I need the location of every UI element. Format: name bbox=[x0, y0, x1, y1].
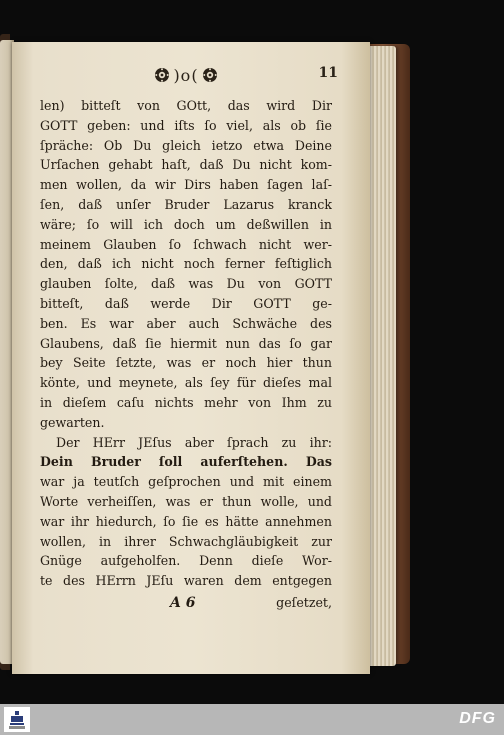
catchword: geſetzet, bbox=[276, 595, 332, 610]
text-line: ſpräche: Ob Du gleich ietzo etwa Deine bbox=[40, 137, 332, 153]
dfg-logo[interactable]: DFG bbox=[459, 710, 496, 727]
text-line: könte, und meynete, als ſey für dieſes mal bbox=[40, 375, 332, 391]
text-line: gewarten. bbox=[40, 414, 105, 430]
text-line: men wollen, da wir Dirs haben ſagen laſ- bbox=[40, 177, 332, 193]
library-crest-icon bbox=[8, 710, 26, 730]
page-number: 11 bbox=[318, 65, 338, 81]
ornament-center: )o( bbox=[173, 65, 199, 85]
text-line: Urſachen gehabt haſt, daß Du nicht kom- bbox=[40, 157, 332, 173]
text-line: den, daß ich nicht noch ferner feſtiglich bbox=[40, 256, 332, 272]
text-line: wäre; ſo will ich doch um deßwillen in bbox=[40, 216, 332, 232]
text-line: glauben ſolte, daß was Du von GOTT bbox=[40, 276, 332, 292]
text-line: Der HErr JEſus aber ſprach zu ihr: bbox=[56, 434, 332, 450]
text-line: ben. Es war aber auch Schwäche des bbox=[40, 315, 332, 331]
rosette-icon bbox=[202, 67, 218, 83]
text-line: ſen, daß unſer Bruder Lazarus kranck bbox=[40, 196, 332, 212]
text-line: Gnüge aufgeholfen. Denn dieſe Wor- bbox=[40, 553, 332, 569]
text-line: bey Seite ſetzte, was er noch hier thun bbox=[40, 355, 332, 371]
text-line: meinem Glauben ſo ſchwach nicht wer- bbox=[40, 236, 332, 252]
text-line: Glaubens, daß ſie hiermit nun das ſo gar bbox=[40, 335, 332, 351]
text-line: war ja teutſch geſprochen und mit einem bbox=[40, 474, 332, 490]
text-line: Dein Bruder ſoll auferſtehen. Das bbox=[40, 454, 332, 470]
header-ornament bbox=[136, 64, 236, 86]
signature-mark: A 6 bbox=[170, 595, 196, 611]
library-logo[interactable] bbox=[4, 707, 30, 732]
book-page bbox=[12, 42, 370, 674]
text-line: te des HErrn JEſu waren dem entgegen bbox=[40, 573, 332, 589]
text-line: len) bitteſt von GOtt, das wird Dir bbox=[40, 98, 332, 113]
text-line: GOTT geben: und iſts ſo viel, als ob ſie bbox=[40, 117, 332, 133]
body-text bbox=[40, 96, 332, 591]
text-line: war ihr hiedurch, ſo ſie es hätte annehmen bbox=[40, 513, 332, 529]
text-line: wollen, in ihrer Schwachgläubigkeit zur bbox=[40, 533, 332, 549]
viewer-footer-bar bbox=[0, 704, 504, 735]
text-line: bitteſt, daß werde Dir GOTT ge- bbox=[40, 295, 332, 311]
page-header bbox=[12, 64, 370, 88]
text-line: Worte verheiſſen, was er thun wolle, und bbox=[40, 493, 332, 509]
page-footer bbox=[40, 595, 332, 615]
rosette-icon bbox=[154, 67, 170, 83]
text-line: in dieſem caſu nichts mehr von Ihm zu bbox=[40, 394, 332, 410]
